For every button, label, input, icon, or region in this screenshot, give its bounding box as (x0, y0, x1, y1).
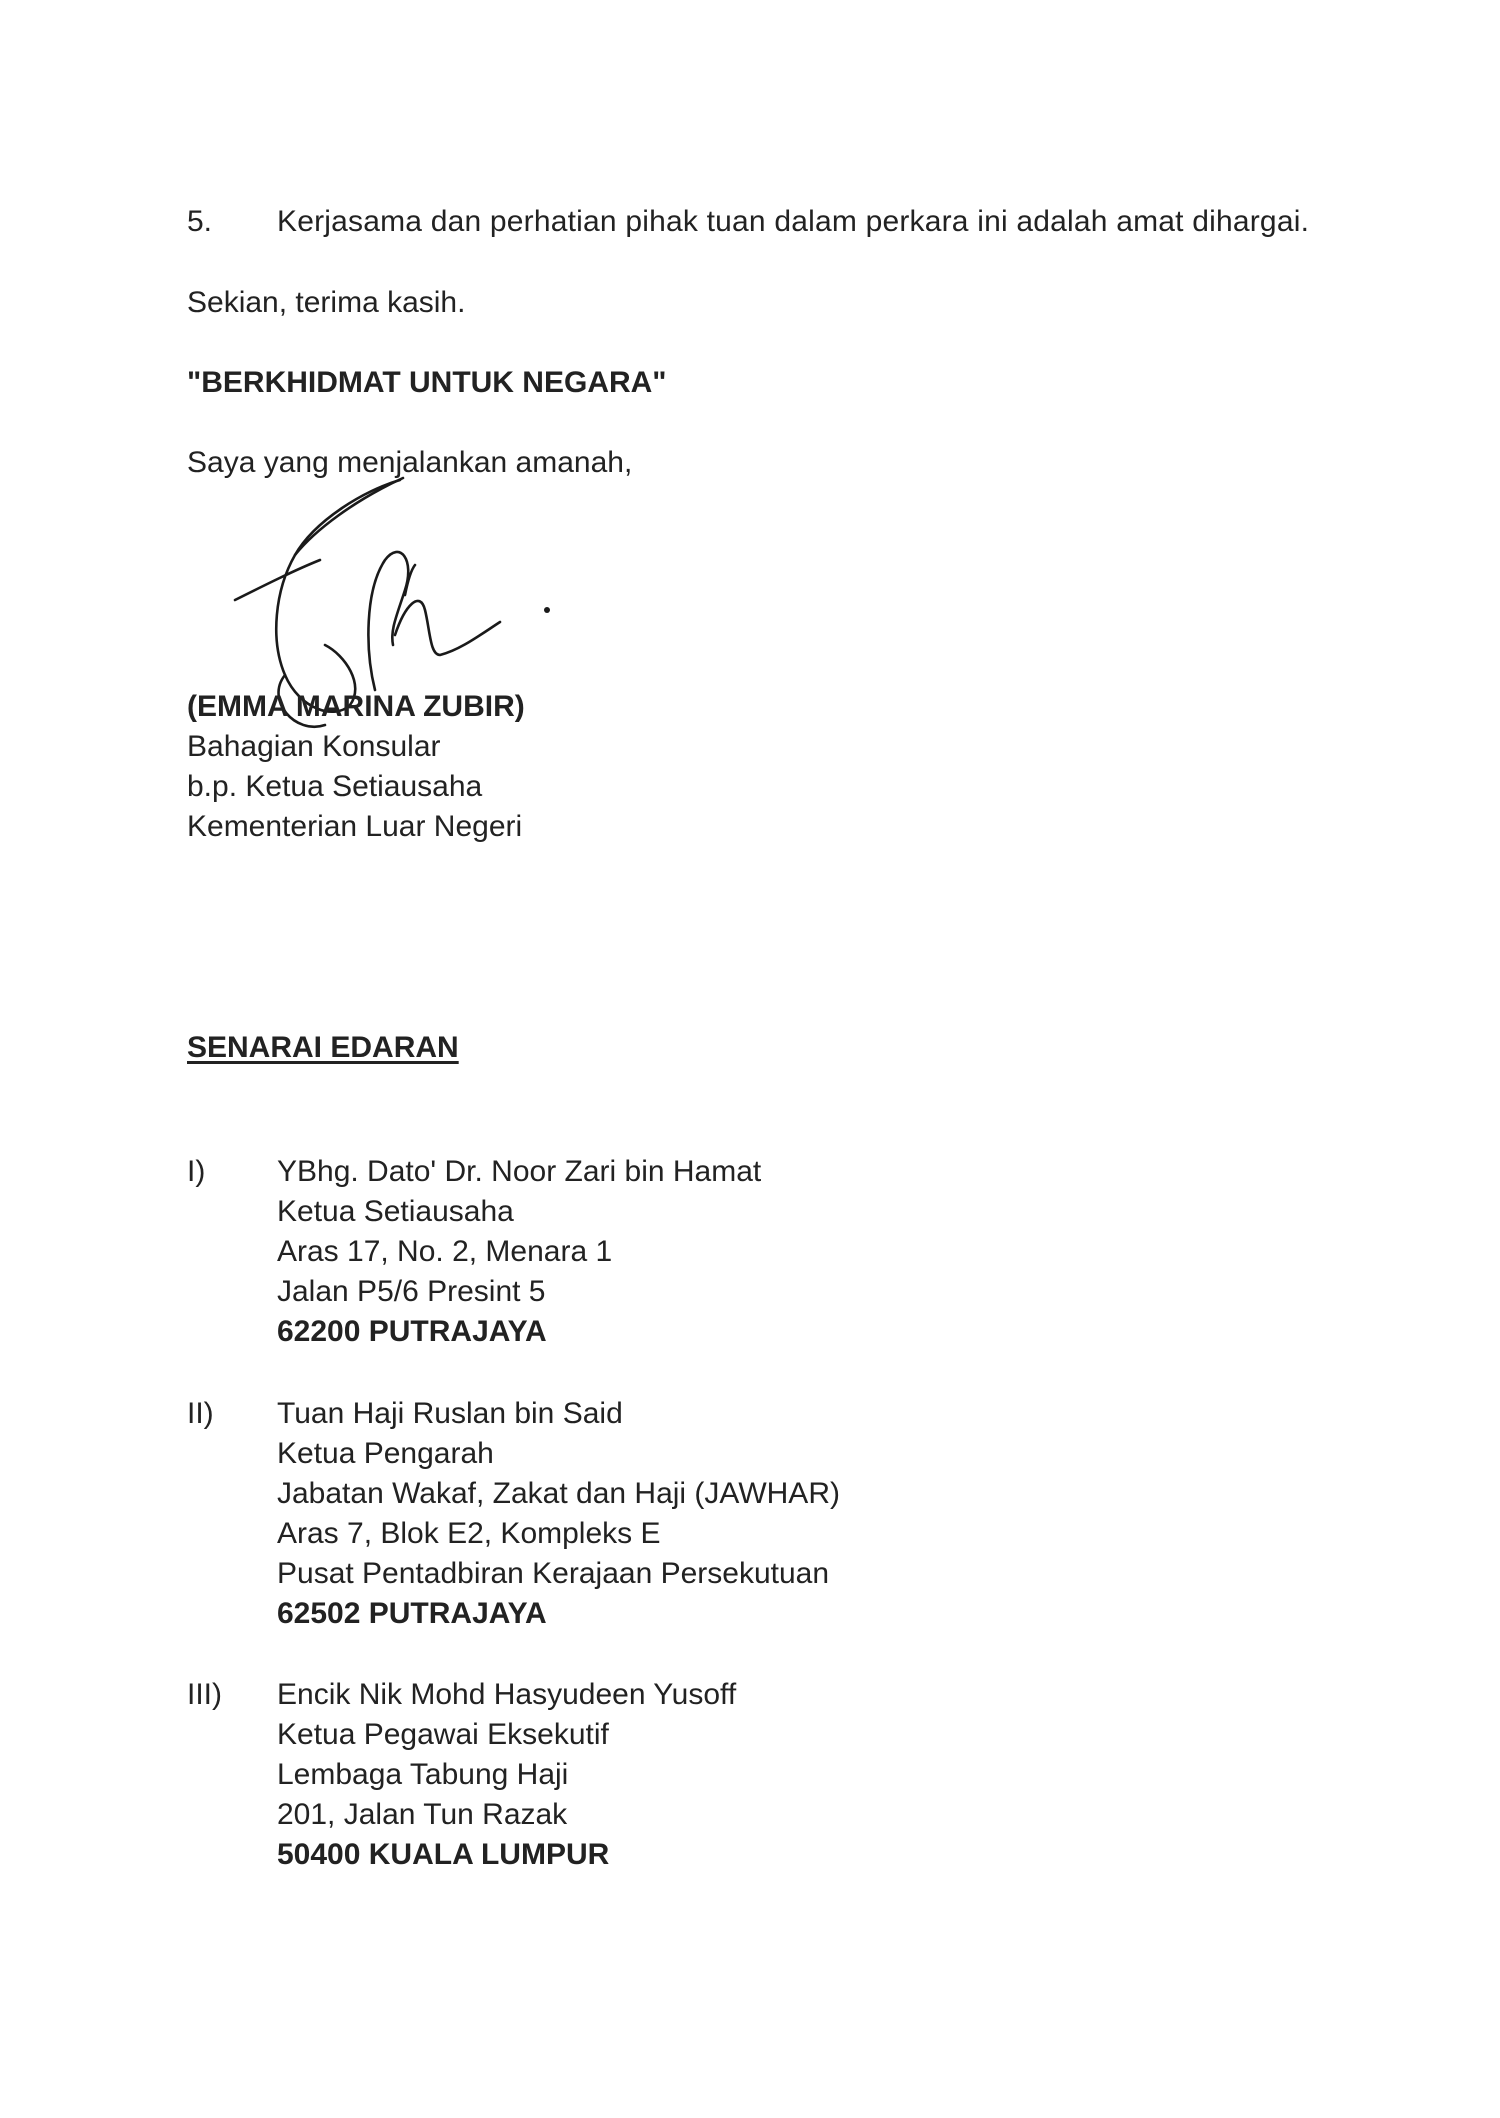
signatory-line: b.p. Ketua Setiausaha (187, 770, 483, 803)
closing-line: Sekian, terima kasih. (187, 286, 466, 319)
distribution-line: Tuan Haji Ruslan bin Said (277, 1397, 623, 1430)
distribution-city: 62502 PUTRAJAYA (277, 1597, 547, 1630)
distribution-number: II) (187, 1397, 214, 1430)
distribution-city: 50400 KUALA LUMPUR (277, 1838, 610, 1871)
distribution-line: Aras 7, Blok E2, Kompleks E (277, 1517, 661, 1550)
distribution-line: Encik Nik Mohd Hasyudeen Yusoff (277, 1678, 737, 1711)
distribution-line: Lembaga Tabung Haji (277, 1758, 569, 1791)
distribution-line: 201, Jalan Tun Razak (277, 1798, 568, 1831)
paragraph-number: 5. (187, 205, 213, 238)
trust-line: Saya yang menjalankan amanah, (187, 446, 633, 479)
distribution-line: Pusat Pentadbiran Kerajaan Persekutuan (277, 1557, 830, 1590)
signatory-name: (EMMA MARINA ZUBIR) (187, 690, 525, 723)
distribution-line: Aras 17, No. 2, Menara 1 (277, 1235, 613, 1268)
distribution-number: I) (187, 1155, 206, 1188)
distribution-line: YBhg. Dato' Dr. Noor Zari bin Hamat (277, 1155, 762, 1188)
paragraph-text: Kerjasama dan perhatian pihak tuan dalam perkara ini adalah amat dihargai. (277, 205, 1310, 238)
signatory-line: Bahagian Konsular (187, 730, 441, 763)
distribution-line: Ketua Setiausaha (277, 1195, 514, 1228)
distribution-number: III) (187, 1678, 222, 1711)
distribution-line: Ketua Pengarah (277, 1437, 494, 1470)
motto: "BERKHIDMAT UNTUK NEGARA" (187, 366, 667, 399)
distribution-line: Jalan P5/6 Presint 5 (277, 1275, 546, 1308)
distribution-city: 62200 PUTRAJAYA (277, 1315, 547, 1348)
distribution-line: Jabatan Wakaf, Zakat dan Haji (JAWHAR) (277, 1477, 840, 1510)
distribution-heading: SENARAI EDARAN (187, 1031, 459, 1064)
distribution-line: Ketua Pegawai Eksekutif (277, 1718, 609, 1751)
signatory-line: Kementerian Luar Negeri (187, 810, 523, 843)
